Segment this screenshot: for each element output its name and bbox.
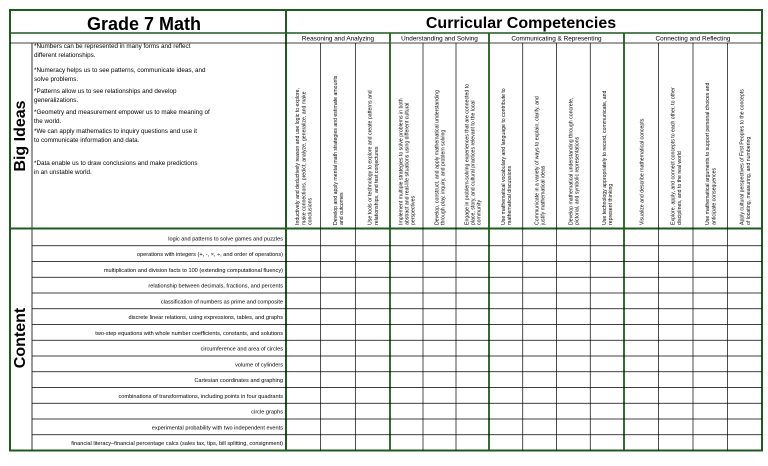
checklist-cell[interactable]	[490, 309, 522, 324]
checklist-cell[interactable]	[490, 294, 522, 309]
checklist-cell[interactable]	[591, 341, 624, 356]
checklist-cell[interactable]	[457, 278, 489, 293]
checklist-cell[interactable]	[287, 341, 321, 356]
checklist-cell[interactable]	[694, 388, 727, 403]
checklist-cell[interactable]	[287, 357, 321, 372]
checklist-cell[interactable]	[457, 388, 489, 403]
checklist-cell[interactable]	[287, 420, 321, 435]
checklist-cell[interactable]	[659, 341, 692, 356]
checklist-cell[interactable]	[287, 309, 321, 324]
big-ideas-list	[34, 43, 210, 176]
competencies-title: Curricular Competencies	[425, 15, 617, 32]
checklist-cell[interactable]	[557, 372, 590, 387]
checklist-cell[interactable]	[728, 325, 761, 340]
checklist-cell[interactable]	[523, 278, 556, 293]
checklist-cell[interactable]	[591, 325, 624, 340]
checklist-cell[interactable]	[625, 325, 658, 340]
checklist-cell[interactable]	[523, 357, 556, 372]
checklist-cell[interactable]	[391, 372, 423, 387]
content-item-label: Cartesian coordinates and graphing	[194, 378, 283, 385]
checklist-cell[interactable]	[424, 420, 456, 435]
checklist-cell[interactable]	[457, 309, 489, 324]
checklist-cell[interactable]	[321, 294, 355, 309]
competency-header: Use mathematical arguments to support personal choices andanticipate consequences	[705, 82, 718, 225]
checklist-cell[interactable]	[321, 231, 355, 246]
checklist-cell[interactable]	[424, 357, 456, 372]
checklist-cell[interactable]	[591, 294, 624, 309]
content-item-label: logic and patterns to solve games and puzzles	[168, 236, 283, 243]
checklist-cell[interactable]	[659, 309, 692, 324]
checklist-cell[interactable]	[659, 246, 692, 261]
checklist-cell[interactable]	[356, 325, 390, 340]
competency-group-label: Connecting and Reflecting	[655, 35, 731, 43]
competency-header: Develop mathematical understanding through concrete,pictorial, and symbolic representations	[568, 97, 581, 225]
checklist-cell[interactable]	[557, 357, 590, 372]
content-item-label: circumference and area of circles	[200, 346, 283, 353]
competency-header: Inductively and deductively reason and use logic to explore,make connections, predict, analyze, generalize, and makeconclusions	[295, 88, 314, 225]
competency-group-label: Communicating & Representing	[511, 35, 602, 43]
competency-header: Develop, construct, and apply mathematical understandingthrough play, inquiry, and problem solving	[434, 90, 447, 225]
competency-group-label: Reasoning and Analyzing	[301, 35, 375, 43]
checklist-cell[interactable]	[625, 435, 658, 450]
checklist-cell[interactable]	[424, 435, 456, 450]
checklist-cell[interactable]	[457, 341, 489, 356]
checklist-cell[interactable]	[659, 388, 692, 403]
content-item-label: financial literacy–financial percentage calcs (sales tax, tips, bill splitting, consignment)	[71, 441, 283, 448]
checklist-cell[interactable]	[490, 262, 522, 277]
checklist-cell[interactable]	[391, 341, 423, 356]
checklist-cell[interactable]	[523, 309, 556, 324]
checklist-cell[interactable]	[694, 262, 727, 277]
checklist-cell[interactable]	[659, 325, 692, 340]
checklist-cell[interactable]	[625, 372, 658, 387]
checklist-cell[interactable]	[728, 246, 761, 261]
checklist-cell[interactable]	[728, 357, 761, 372]
checklist-cell[interactable]	[321, 420, 355, 435]
competency-header: Use mathematical vocabulary and language to contribute tomathematical discussions	[500, 88, 513, 225]
checklist-cell[interactable]	[457, 404, 489, 419]
checklist-cell[interactable]	[659, 372, 692, 387]
big-idea-item: *We can apply mathematics to inquiry questions and use it to communicate information and data.	[34, 128, 197, 144]
checklist-cell[interactable]	[728, 278, 761, 293]
checklist-cell[interactable]	[356, 404, 390, 419]
checklist-cell[interactable]	[694, 294, 727, 309]
checklist-cell[interactable]	[694, 357, 727, 372]
competency-header: Engage in problem-solving experiences that are connected toplace, story, and cultural practices relevant to the localcommunity	[464, 83, 483, 225]
content-items	[71, 236, 283, 447]
checklist-cell[interactable]	[287, 435, 321, 450]
competency-header: Use tools or technology to explore and create patterns andrelationships, and test conjectures	[367, 90, 380, 225]
checklist-cell[interactable]	[694, 435, 727, 450]
big-idea-item: *Geometry and measurement empower us to make meaning of the world.	[34, 109, 210, 125]
checklist-cell[interactable]	[490, 372, 522, 387]
checklist-cell[interactable]	[694, 325, 727, 340]
checklist-cell[interactable]	[356, 309, 390, 324]
competency-header: Communicate in a variety of ways to explain, clarify, andjustify mathematical ideas	[534, 96, 547, 225]
checklist-cell[interactable]	[625, 278, 658, 293]
checklist-cell[interactable]	[557, 294, 590, 309]
checklist-cell[interactable]	[490, 435, 522, 450]
checklist-cell[interactable]	[391, 435, 423, 450]
checklist-cell[interactable]	[424, 388, 456, 403]
checklist-cell[interactable]	[356, 246, 390, 261]
checklist-cell[interactable]	[523, 388, 556, 403]
checklist-cell[interactable]	[391, 246, 423, 261]
checklist-cell[interactable]	[391, 278, 423, 293]
competency-header: Implement multiple strategies to solve problems in bothabstract and real-life situations using different culturalperspectives	[398, 98, 417, 225]
checklist-cell[interactable]	[457, 357, 489, 372]
competency-header: Explore, apply, and connect concepts to each other, to otherdisciplines, and to the real world	[670, 87, 683, 225]
content-item-label: experimental probability with two independent events	[151, 425, 283, 432]
checklist-cell[interactable]	[321, 309, 355, 324]
checklist-cell[interactable]	[557, 278, 590, 293]
content-item-label: volume of cylinders	[235, 362, 283, 369]
content-item-label: discrete linear relations, using expressions, tables, and graphs	[128, 315, 283, 322]
checklist-cell[interactable]	[321, 404, 355, 419]
checklist-cell[interactable]	[625, 309, 658, 324]
big-idea-item: *Patterns allow us to see relationships and develop generalizations.	[34, 88, 177, 104]
checklist-cell[interactable]	[625, 231, 658, 246]
checklist-cell[interactable]	[287, 404, 321, 419]
checklist-cell[interactable]	[625, 262, 658, 277]
checklist-cell[interactable]	[728, 435, 761, 450]
checklist-cell[interactable]	[557, 388, 590, 403]
checklist-cell[interactable]	[625, 388, 658, 403]
checklist-cell[interactable]	[625, 341, 658, 356]
checklist-cell[interactable]	[728, 231, 761, 246]
content-label: Content	[12, 307, 29, 369]
checklist-cell[interactable]	[424, 341, 456, 356]
checklist-cell[interactable]	[523, 294, 556, 309]
checklist-cell[interactable]	[490, 278, 522, 293]
page-title: Grade 7 Math	[86, 14, 202, 34]
checklist-cell[interactable]	[356, 341, 390, 356]
checklist-cell[interactable]	[424, 231, 456, 246]
checklist-cell[interactable]	[591, 404, 624, 419]
checklist-cell[interactable]	[591, 420, 624, 435]
checklist-cell[interactable]	[457, 246, 489, 261]
checklist-cell[interactable]	[391, 357, 423, 372]
checklist-cell[interactable]	[287, 372, 321, 387]
checklist-cell[interactable]	[457, 435, 489, 450]
checklist-cell[interactable]	[591, 278, 624, 293]
content-item-label: operations with integers (+, -, ×, ÷, and order of operations)	[136, 252, 283, 259]
checklist-cell[interactable]	[490, 420, 522, 435]
competency-header: Visualize and describe mathematical concepts	[639, 118, 646, 225]
checklist-cell[interactable]	[625, 357, 658, 372]
checklist-cell[interactable]	[391, 325, 423, 340]
checklist-cell[interactable]	[356, 420, 390, 435]
checklist-cell[interactable]	[391, 420, 423, 435]
checklist-cell[interactable]	[391, 231, 423, 246]
checklist-cell[interactable]	[694, 404, 727, 419]
checklist-cell[interactable]	[694, 341, 727, 356]
checklist-cell[interactable]	[424, 372, 456, 387]
content-item-label: multiplication and division facts to 100 (extending computational fluency)	[103, 267, 283, 274]
checklist-cell[interactable]	[557, 325, 590, 340]
content-item-label: circle graphs	[251, 409, 283, 416]
checklist-cell[interactable]	[625, 294, 658, 309]
content-item-label: classification of numbers as prime and composite	[160, 299, 283, 306]
checklist-cell[interactable]	[694, 278, 727, 293]
big-idea-item: *Numbers can be represented in many forms and reflect different relationships.	[34, 43, 191, 59]
checklist-cell[interactable]	[591, 372, 624, 387]
checklist-cell[interactable]	[591, 231, 624, 246]
checklist-cell[interactable]	[287, 278, 321, 293]
checklist-cell[interactable]	[591, 388, 624, 403]
checklist-cell[interactable]	[287, 246, 321, 261]
checklist-cell[interactable]	[457, 325, 489, 340]
checklist-cell[interactable]	[659, 420, 692, 435]
checklist-cell[interactable]	[659, 294, 692, 309]
checklist-cell[interactable]	[591, 357, 624, 372]
checklist-cell[interactable]	[625, 404, 658, 419]
checklist-cell[interactable]	[490, 341, 522, 356]
checklist-cell[interactable]	[694, 246, 727, 261]
checklist-cell[interactable]	[356, 231, 390, 246]
checklist-cell[interactable]	[557, 404, 590, 419]
content-item-label: two-step equations with whole number coefficients, constants, and solutions	[95, 330, 283, 337]
checklist-cell[interactable]	[391, 404, 423, 419]
checklist-cell[interactable]	[287, 231, 321, 246]
checklist-cell[interactable]	[356, 388, 390, 403]
competency-group-headers	[302, 36, 731, 43]
checklist-cell[interactable]	[659, 278, 692, 293]
checklist-cell[interactable]	[557, 231, 590, 246]
checklist-cell[interactable]	[356, 357, 390, 372]
big-idea-item: *Numeracy helps us to see patterns, communicate ideas, and solve problems.	[34, 67, 206, 83]
checklist-cell[interactable]	[356, 294, 390, 309]
checklist-cell[interactable]	[391, 262, 423, 277]
checklist-cell[interactable]	[424, 309, 456, 324]
checklist-cell[interactable]	[523, 246, 556, 261]
checklist-cell[interactable]	[625, 420, 658, 435]
checklist-cell[interactable]	[728, 262, 761, 277]
checklist-cell[interactable]	[557, 420, 590, 435]
checklist-cell[interactable]	[523, 420, 556, 435]
checklist-cell[interactable]	[523, 262, 556, 277]
checklist-cell[interactable]	[557, 435, 590, 450]
checklist-cell[interactable]	[356, 372, 390, 387]
checklist-cell[interactable]	[728, 420, 761, 435]
checklist-cell[interactable]	[424, 294, 456, 309]
checklist-cell[interactable]	[424, 246, 456, 261]
checklist-cell[interactable]	[523, 231, 556, 246]
checklist-cell[interactable]	[728, 294, 761, 309]
checklist-cell[interactable]	[457, 262, 489, 277]
checklist-cell[interactable]	[287, 262, 321, 277]
checklist-cell[interactable]	[391, 309, 423, 324]
checklist-cell[interactable]	[490, 388, 522, 403]
checklist-cell[interactable]	[728, 388, 761, 403]
checklist-cell[interactable]	[591, 435, 624, 450]
checklist-cell[interactable]	[321, 341, 355, 356]
competency-group-label: Understanding and Solving	[401, 35, 478, 43]
checklist-cell[interactable]	[321, 262, 355, 277]
checklist-cell[interactable]	[557, 246, 590, 261]
checklist-cell[interactable]	[321, 372, 355, 387]
checklist-cell[interactable]	[591, 262, 624, 277]
competency-headers	[295, 75, 752, 226]
checklist-cell[interactable]	[523, 372, 556, 387]
checklist-cell[interactable]	[694, 309, 727, 324]
content-item-label: relationship between decimals, fractions, and percents	[148, 283, 283, 290]
checklist-cell[interactable]	[694, 420, 727, 435]
big-idea-item: *Data enable us to draw conclusions and make predictions in an unstable world.	[34, 160, 198, 176]
checklist-cell[interactable]	[321, 388, 355, 403]
checklist-cell[interactable]	[625, 246, 658, 261]
checklist-cell[interactable]	[728, 404, 761, 419]
checklist-cell[interactable]	[321, 246, 355, 261]
checklist-cell[interactable]	[457, 294, 489, 309]
checklist-cell[interactable]	[424, 262, 456, 277]
checklist-cell[interactable]	[287, 325, 321, 340]
checklist-cell[interactable]	[659, 435, 692, 450]
checklist-cell[interactable]	[457, 420, 489, 435]
checklist-cell[interactable]	[321, 325, 355, 340]
checklist-cell[interactable]	[694, 372, 727, 387]
checklist-cell[interactable]	[356, 262, 390, 277]
checklist-cell[interactable]	[490, 325, 522, 340]
checklist-cell[interactable]	[391, 388, 423, 403]
checklist-cell[interactable]	[557, 309, 590, 324]
checklist-cell[interactable]	[424, 404, 456, 419]
checklist-cell[interactable]	[321, 357, 355, 372]
checklist-cell[interactable]	[424, 325, 456, 340]
checklist-cell[interactable]	[457, 372, 489, 387]
checklist-cell[interactable]	[523, 325, 556, 340]
checklist-cell[interactable]	[424, 278, 456, 293]
content-item-label: combinations of transformations, including points in four quadrants	[118, 393, 283, 400]
competency-header: Use technology appropriately to record, communicate, andrepresent thinking	[602, 90, 615, 225]
checklist-cell[interactable]	[490, 404, 522, 419]
checklist-cell[interactable]	[490, 246, 522, 261]
checklist-cell[interactable]	[557, 262, 590, 277]
checklist-cell[interactable]	[523, 435, 556, 450]
checklist-cell[interactable]	[728, 372, 761, 387]
checklist-cell[interactable]	[287, 388, 321, 403]
checklist-cell[interactable]	[659, 262, 692, 277]
competency-header: Apply cultural perspectives of First Peoples to the conceptsof locating, measuring, and numbering	[739, 89, 752, 225]
checklist-cell[interactable]	[490, 231, 522, 246]
checklist-cell[interactable]	[391, 294, 423, 309]
competency-header: Develop and apply mental math strategies and estimate amountsand outcomes	[332, 75, 346, 225]
checklist-cell[interactable]	[356, 435, 390, 450]
checklist-cell[interactable]	[356, 278, 390, 293]
checklist-cell[interactable]	[287, 294, 321, 309]
checklist-cell[interactable]	[659, 231, 692, 246]
checklist-cell[interactable]	[659, 404, 692, 419]
checklist-cell[interactable]	[490, 357, 522, 372]
checklist-cell[interactable]	[457, 231, 489, 246]
checklist-cell[interactable]	[591, 309, 624, 324]
checklist-cell[interactable]	[321, 435, 355, 450]
checklist-cell[interactable]	[694, 231, 727, 246]
checklist-cell[interactable]	[591, 246, 624, 261]
big-ideas-label: Big Ideas	[12, 100, 29, 172]
checklist-cell[interactable]	[728, 309, 761, 324]
checklist-cell[interactable]	[659, 357, 692, 372]
checklist-cell[interactable]	[728, 341, 761, 356]
checklist-cell[interactable]	[321, 278, 355, 293]
checklist-cell[interactable]	[523, 341, 556, 356]
checklist-cell[interactable]	[523, 404, 556, 419]
checklist-cell[interactable]	[557, 341, 590, 356]
